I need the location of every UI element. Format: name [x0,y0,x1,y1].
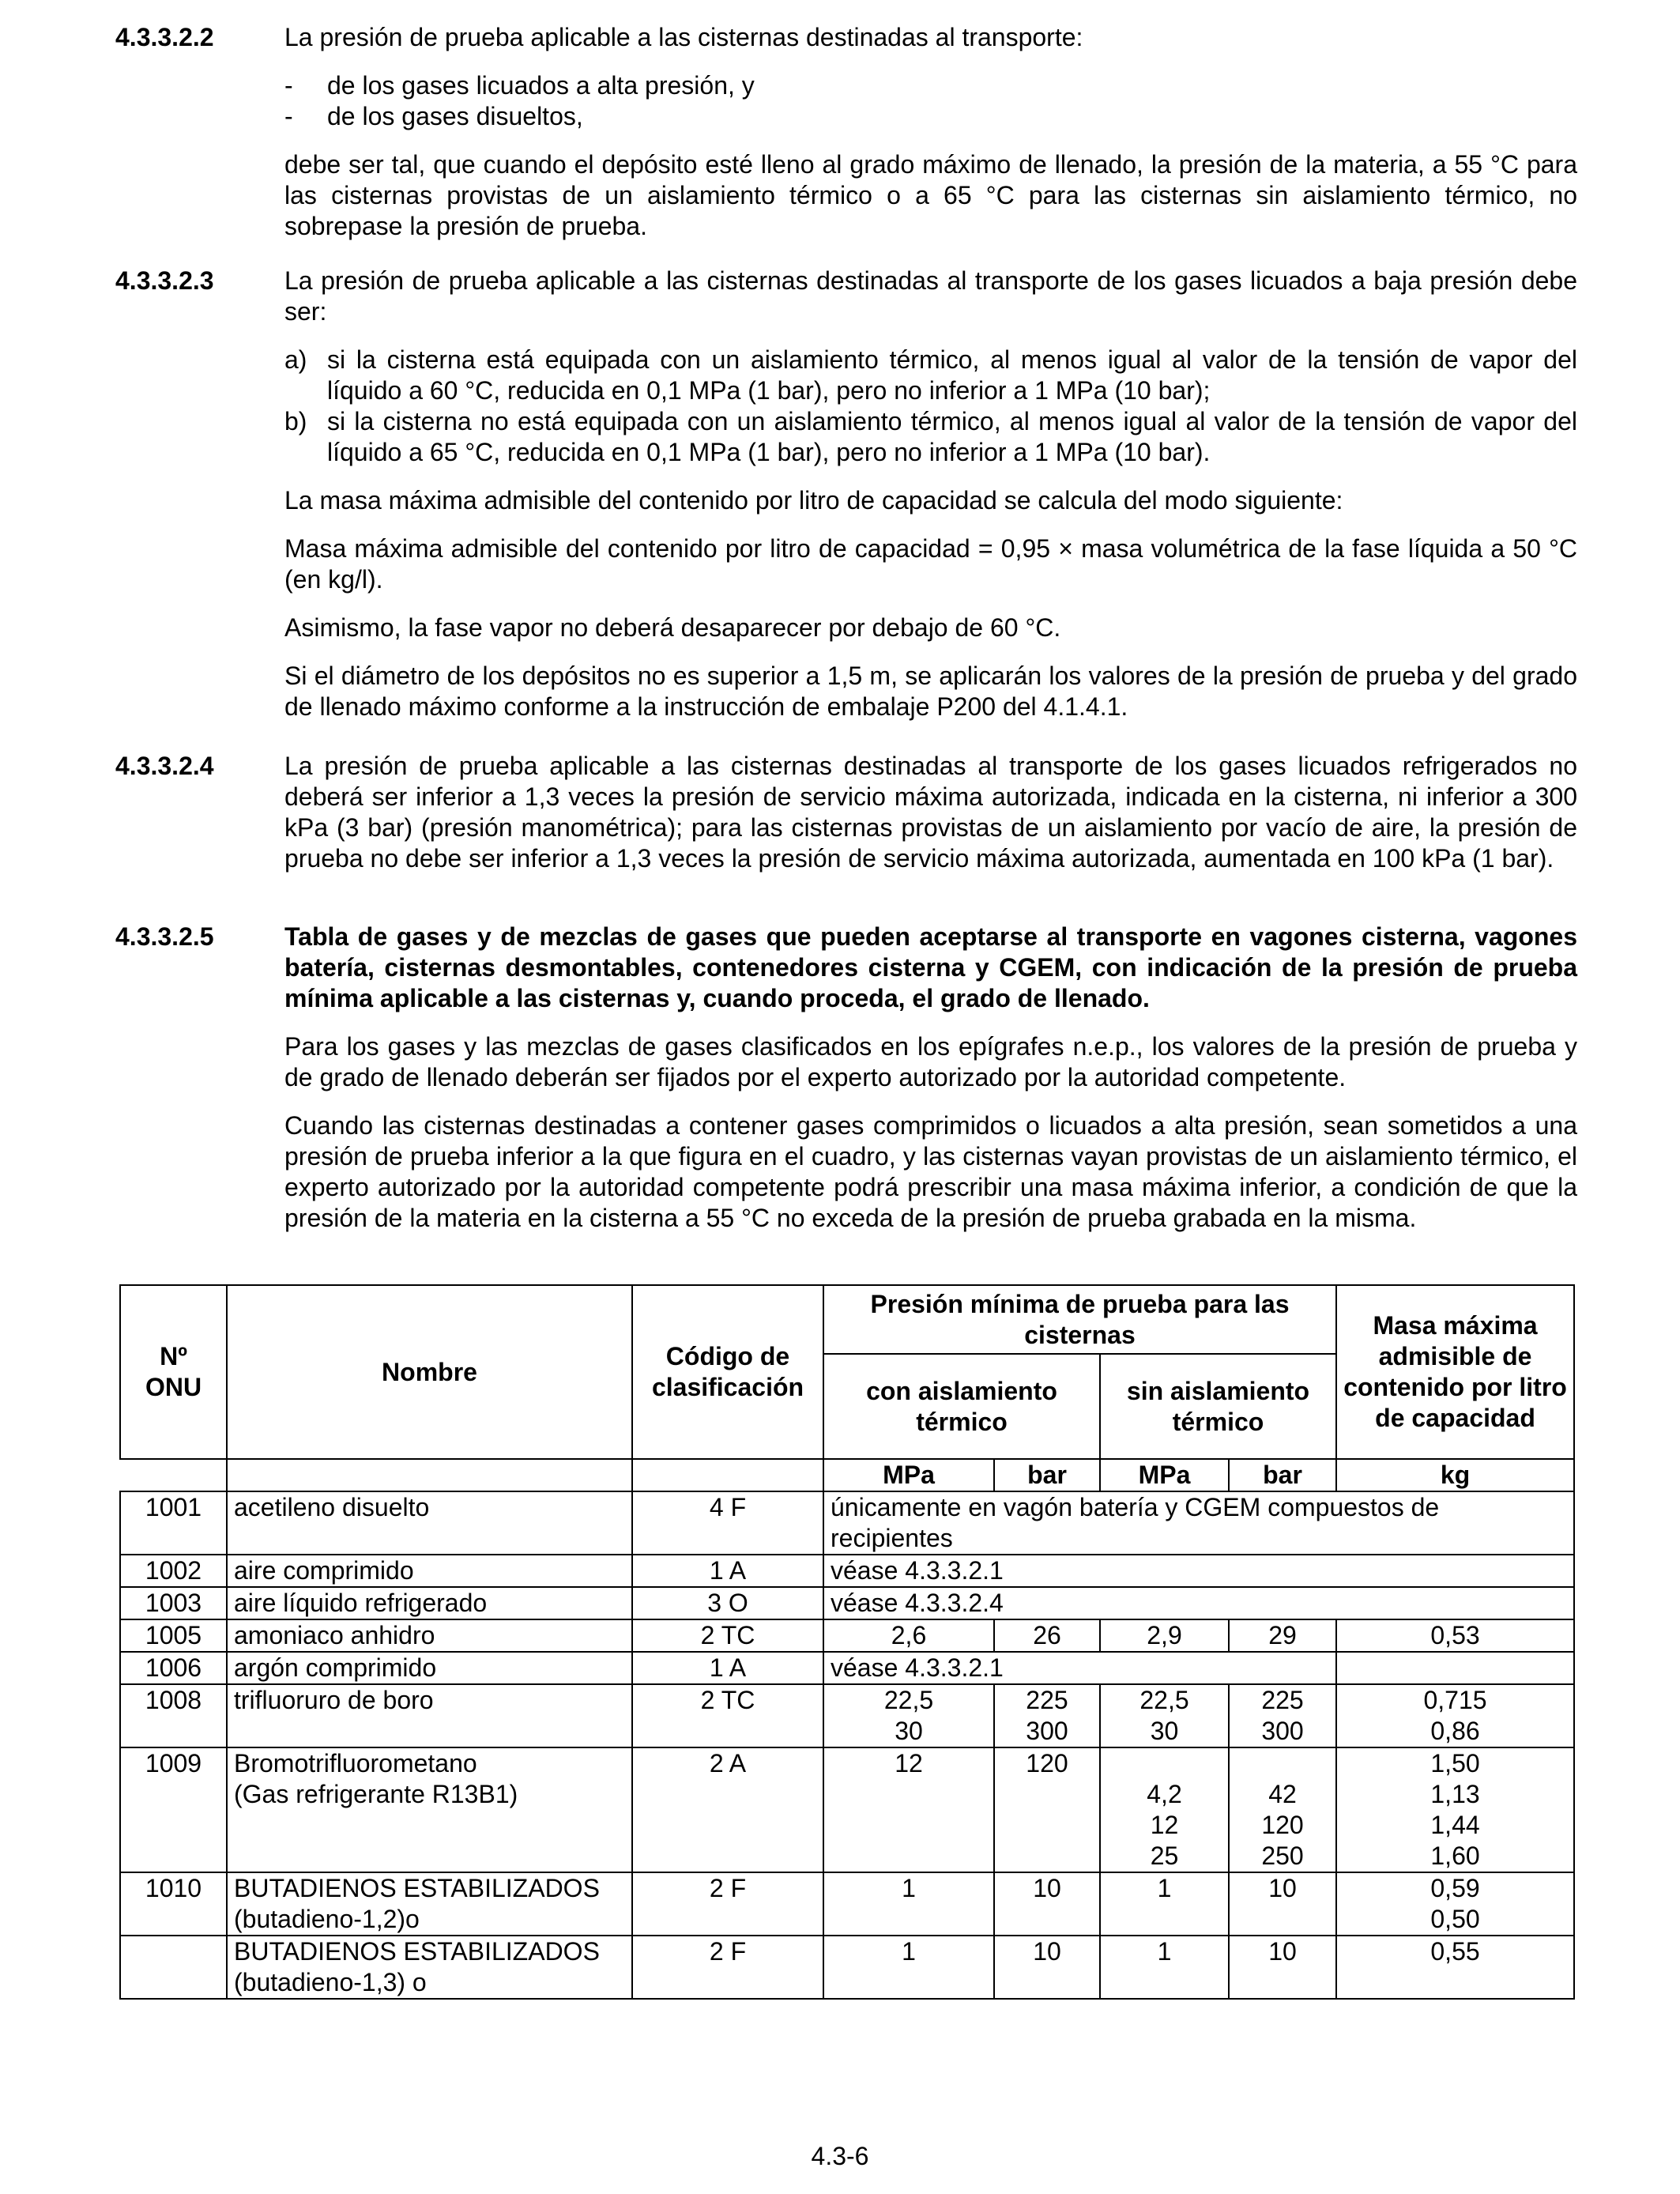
table-row [120,1491,1574,1555]
table-row [120,1872,1574,1936]
cell-codigo: 3 O [632,1587,823,1619]
cell-mpa-sin: 22,5 30 [1100,1684,1229,1747]
cell-nombre: argón comprimido [227,1652,632,1684]
section-4-3-3-2-5 [115,922,1577,1234]
list-marker: - [284,71,293,100]
list-text: si la cisterna no está equipada con un aislamiento térmico, al menos igual al valor de la tensión de vapor del líquido a 65 °C, reducida en 0,1 MPa (1 bar), pero no inferior a 1 MPa (10 bar). [327,407,1577,466]
paragraph: Asimismo, la fase vapor no deberá desaparecer por debajo de 60 °C. [284,613,1061,642]
cell-codigo: 2 TC [632,1684,823,1747]
cell-codigo: 2 TC [632,1619,823,1652]
cell-nombre: BUTADIENOS ESTABILIZADOS (butadieno-1,2)o [227,1872,632,1936]
cell-note: véase 4.3.3.2.1 [823,1652,1336,1684]
paragraph: debe ser tal, que cuando el depósito esté lleno al grado máximo de llenado, la presión de la materia, a 55 °C para las cisternas provistas de un aislamiento térmico o a 65 °C para las cisternas sin aislamiento térmico, no sobrepase la presión de prueba. [284,150,1577,240]
cell-onu: 1005 [120,1619,227,1652]
header-bar: bar [1229,1459,1336,1491]
header-codigo: Código de clasificación [632,1285,823,1459]
header-blank [632,1459,823,1491]
list-marker: b) [284,407,307,435]
list-item [284,70,1577,101]
header-presion: Presión mínima de prueba para las cisternas [823,1285,1336,1354]
cell-mpa-sin: 2,9 [1100,1619,1229,1652]
table-row [120,1619,1574,1652]
cell-nombre: trifluoruro de boro [227,1684,632,1747]
cell-kg [1336,1652,1574,1684]
cell-onu: 1003 [120,1587,227,1619]
cell-bar-con: 10 [994,1872,1100,1936]
header-bar: bar [994,1459,1100,1491]
cell-codigo: 1 A [632,1652,823,1684]
cell-mpa-con: 22,5 30 [823,1684,994,1747]
cell-mpa-sin: 4,2 12 25 [1100,1747,1229,1872]
header-con-aislamiento: con aislamiento térmico [823,1354,1100,1459]
cell-note: véase 4.3.3.2.1 [823,1555,1574,1587]
header-nombre: Nombre [227,1285,632,1459]
header-mpa: MPa [1100,1459,1229,1491]
cell-codigo: 2 F [632,1872,823,1936]
section-intro: La presión de prueba aplicable a las cisternas destinadas al transporte de los gases licuados a baja presión debe ser: [284,266,1577,326]
cell-bar-con: 10 [994,1936,1100,1999]
cell-kg: 0,715 0,86 [1336,1684,1574,1747]
cell-onu: 1009 [120,1747,227,1872]
table-row [120,1652,1574,1684]
cell-onu: 1006 [120,1652,227,1684]
cell-onu: 1001 [120,1491,227,1555]
cell-note: únicamente en vagón batería y CGEM compuestos de recipientes [823,1491,1574,1555]
header-blank [227,1459,632,1491]
header-onu: Nº ONU [120,1285,227,1459]
list-text: de los gases licuados a alta presión, y [327,71,755,100]
paragraph: Masa máxima admisible del contenido por litro de capacidad = 0,95 × masa volumétrica de la fase líquida a 50 °C (en kg/l). [284,534,1577,594]
table-row [120,1747,1574,1872]
section-number: 4.3.3.2.4 [115,752,214,780]
cell-onu: 1002 [120,1555,227,1587]
cell-nombre: amoniaco anhidro [227,1619,632,1652]
cell-nombre: aire comprimido [227,1555,632,1587]
page-number: 4.3-6 [811,2142,869,2170]
cell-bar-sin: 29 [1229,1619,1336,1652]
cell-bar-con: 225 300 [994,1684,1100,1747]
cell-onu: 1008 [120,1684,227,1747]
section-number: 4.3.3.2.2 [115,23,214,51]
cell-kg: 0,55 [1336,1936,1574,1999]
cell-bar-sin: 42 120 250 [1229,1747,1336,1872]
cell-nombre: aire líquido refrigerado [227,1587,632,1619]
paragraph: La masa máxima admisible del contenido por litro de capacidad se calcula del modo siguiente: [284,486,1343,515]
cell-nombre: Bromotrifluorometano (Gas refrigerante R13B1) [227,1747,632,1872]
section-number: 4.3.3.2.5 [115,922,214,951]
cell-nombre: acetileno disuelto [227,1491,632,1555]
list-item [284,101,1577,132]
table-row [120,1555,1574,1587]
list-item [284,345,1577,406]
cell-mpa-con: 2,6 [823,1619,994,1652]
paragraph: Si el diámetro de los depósitos no es superior a 1,5 m, se aplicarán los valores de la presión de prueba y del grado de llenado máximo conforme a la instrucción de embalaje P200 del 4.1.4.1. [284,662,1577,721]
cell-kg: 1,50 1,13 1,44 1,60 [1336,1747,1574,1872]
cell-bar-sin: 10 [1229,1936,1336,1999]
header-masa: Masa máxima admisible de contenido por litro de capacidad [1336,1285,1574,1459]
list-marker: - [284,102,293,130]
header-sin-aislamiento: sin aislamiento térmico [1100,1354,1336,1459]
cell-onu [120,1936,227,1999]
cell-mpa-con: 12 [823,1747,994,1872]
cell-mpa-con: 1 [823,1936,994,1999]
section-intro: La presión de prueba aplicable a las cisternas destinadas al transporte: [284,23,1083,51]
cell-codigo: 4 F [632,1491,823,1555]
header-kg: kg [1336,1459,1574,1491]
cell-codigo: 1 A [632,1555,823,1587]
paragraph: Cuando las cisternas destinadas a contener gases comprimidos o licuados a alta presión, sean sometidos a una presión de prueba inferior a la que figura en el cuadro, y las cisternas vayan provistas de un aislamiento térmico, el experto autorizado por la autoridad competente podrá prescribir una masa máxima inferior, a condición de que la presión de la materia en la cisterna a 55 °C no exceda de la presión de prueba grabada en la misma. [284,1111,1577,1232]
cell-mpa-con: 1 [823,1872,994,1936]
paragraph: La presión de prueba aplicable a las cisternas destinadas al transporte de los gases licuados refrigerados no deberá ser inferior a 1,3 veces la presión de servicio máxima autorizada, indicada en la cisterna, ni inferior a 300 kPa (3 bar) (presión manométrica); para las cisternas provistas de un aislamiento por vacío de aire, la presión de prueba no debe ser inferior a 1,3 veces la presión de servicio máxima autorizada, aumentada en 100 kPa (1 bar). [284,752,1577,873]
section-4-3-3-2-4 [115,751,1577,874]
header-mpa: MPa [823,1459,994,1491]
section-4-3-3-2-2 [115,22,1577,242]
list-text: si la cisterna está equipada con un aislamiento térmico, al menos igual al valor de la tensión de vapor del líquido a 60 °C, reducida en 0,1 MPa (1 bar), pero no inferior a 1 MPa (10 bar); [327,345,1577,405]
table-caption: Tabla de gases y de mezclas de gases que pueden aceptarse al transporte en vagones cisterna, vagones batería, cisternas desmontables, contenedores cisterna y CGEM, con indicación de la presión de prueba mínima aplicable a las cisternas y, cuando proceda, el grado de llenado. [284,922,1577,1012]
table-row [120,1936,1574,1999]
cell-bar-sin: 10 [1229,1872,1336,1936]
cell-codigo: 2 A [632,1747,823,1872]
cell-note: véase 4.3.3.2.4 [823,1587,1574,1619]
table-row [120,1684,1574,1747]
header-blank [120,1459,227,1491]
cell-nombre: BUTADIENOS ESTABILIZADOS (butadieno-1,3) o [227,1936,632,1999]
cell-bar-sin: 225 300 [1229,1684,1336,1747]
section-number: 4.3.3.2.3 [115,266,214,295]
cell-mpa-sin: 1 [1100,1872,1229,1936]
cell-kg: 0,53 [1336,1619,1574,1652]
cell-bar-con: 26 [994,1619,1100,1652]
cell-codigo: 2 F [632,1936,823,1999]
cell-kg: 0,59 0,50 [1336,1872,1574,1936]
list-text: de los gases disueltos, [327,102,583,130]
list-item [284,406,1577,468]
cell-bar-con: 120 [994,1747,1100,1872]
gas-table [119,1284,1575,2000]
list-marker: a) [284,345,307,374]
section-4-3-3-2-3 [115,266,1577,722]
cell-mpa-sin: 1 [1100,1936,1229,1999]
table-row [120,1587,1574,1619]
cell-onu: 1010 [120,1872,227,1936]
paragraph: Para los gases y las mezclas de gases clasificados en los epígrafes n.e.p., los valores de la presión de prueba y de grado de llenado deberán ser fijados por el experto autorizado por la autoridad competente. [284,1032,1577,1091]
